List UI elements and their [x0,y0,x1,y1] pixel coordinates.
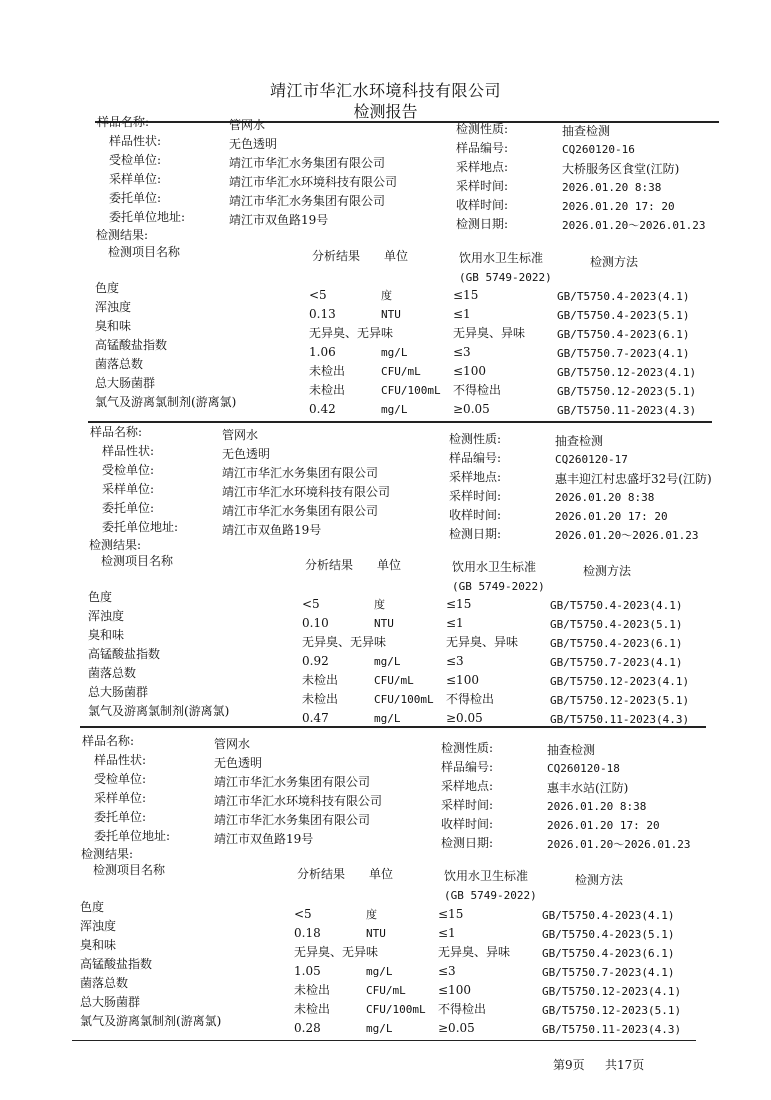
table-row-item: 浑浊度 [80,919,117,933]
table-row-unit: mg/L [366,965,393,978]
label-test-date: 检测日期: [456,217,509,231]
value-test-nature: 抽查检测 [547,743,596,757]
table-row-result: 0.13 [309,307,336,321]
table-row-item: 总大肠菌群 [80,995,141,1009]
value-test-date: 2026.01.20～2026.01.23 [547,838,691,851]
table-row-result: 未检出 [309,383,346,397]
table-row-method: GB/T5750.11-2023(4.3) [550,713,690,726]
table-row-unit: mg/L [374,655,401,668]
table-row-unit: NTU [381,308,401,321]
value-test-date: 2026.01.20～2026.01.23 [555,529,699,542]
value-sampling-site: 惠丰迎江村忠盛圩32号(江防) [555,472,712,486]
value-client-address: 靖江市双鱼路19号 [214,832,314,846]
label-client-unit: 委托单位: [94,810,147,824]
table-row-method: GB/T5750.12-2023(4.1) [542,985,682,998]
label-sampling-site: 采样地点: [456,160,509,174]
value-client-address: 靖江市双鱼路19号 [229,213,329,227]
table-row-standard: ≤3 [438,964,456,978]
table-row-standard: ≤15 [446,597,472,611]
table-row-standard: ≥0.05 [453,402,490,416]
label-test-date: 检测日期: [449,527,502,541]
value-client-unit: 靖江市华汇水务集团有限公司 [229,194,386,208]
value-inspected-unit: 靖江市华汇水务集团有限公司 [222,466,379,480]
col-standard-code: (GB 5749-2022) [452,580,545,593]
value-sample-name: 管网水 [222,428,259,442]
bottom-rule [72,1040,696,1041]
table-row-result: 0.18 [294,926,321,940]
table-row-method: GB/T5750.7-2023(4.1) [557,347,690,360]
value-sample-property: 无色透明 [214,756,263,770]
label-inspected-unit: 受检单位: [109,153,162,167]
table-row-unit: mg/L [381,346,408,359]
value-sample-no: CQ260120-18 [547,762,620,775]
value-client-address: 靖江市双鱼路19号 [222,523,322,537]
table-row-unit: 度 [374,598,385,611]
value-test-nature: 抽查检测 [555,434,604,448]
value-sample-name: 管网水 [229,118,266,132]
table-row-item: 色度 [95,281,120,295]
label-receive-time: 收样时间: [449,508,502,522]
value-client-unit: 靖江市华汇水务集团有限公司 [214,813,371,827]
value-sampling-unit: 靖江市华汇水环境科技有限公司 [222,485,391,499]
label-sample-property: 样品性状: [102,444,155,458]
col-unit-header: 单位 [369,867,394,881]
table-row-result: 1.06 [309,345,336,359]
col-result-header: 分析结果 [312,249,361,263]
report-title: 检测报告 [353,102,418,121]
table-row-unit: mg/L [374,712,401,725]
value-sample-no: CQ260120-17 [555,453,628,466]
table-row-method: GB/T5750.4-2023(4.1) [557,290,690,303]
label-sampling-time: 采样时间: [449,489,502,503]
table-row-standard: 不得检出 [453,383,502,397]
table-row-item: 色度 [80,900,105,914]
label-sampling-time: 采样时间: [456,179,509,193]
table-row-result: 未检出 [294,1002,331,1016]
table-row-item: 总大肠菌群 [95,376,156,390]
table-row-method: GB/T5750.11-2023(4.3) [557,404,697,417]
table-row-unit: 度 [366,908,377,921]
table-row-result: 未检出 [309,364,346,378]
label-sample-property: 样品性状: [94,753,147,767]
table-row-method: GB/T5750.12-2023(5.1) [542,1004,682,1017]
value-sample-no: CQ260120-16 [562,143,635,156]
value-sampling-time: 2026.01.20 8:38 [562,181,662,194]
label-test-date: 检测日期: [441,836,494,850]
label-sample-no: 样品编号: [441,760,494,774]
col-standard-header: 饮用水卫生标准 [444,869,529,883]
table-row-standard: ≤15 [438,907,464,921]
table-row-unit: CFU/100mL [366,1003,426,1016]
company-name: 靖江市华汇水环境科技有限公司 [269,81,501,100]
table-row-method: GB/T5750.12-2023(5.1) [550,694,690,707]
label-sampling-time: 采样时间: [441,798,494,812]
table-row-result: <5 [294,907,312,921]
table-row-standard: 无异臭、异味 [438,945,511,959]
table-row-method: GB/T5750.12-2023(4.1) [557,366,697,379]
table-row-item: 臭和味 [95,319,132,333]
label-sampling-site: 采样地点: [441,779,494,793]
label-sample-name: 样品名称: [90,425,143,439]
table-row-standard: ≤100 [446,673,479,687]
table-row-standard: ≤15 [453,288,479,302]
table-row-unit: CFU/mL [366,984,406,997]
label-results: 检测结果: [89,538,142,552]
label-inspected-unit: 受检单位: [94,772,147,786]
table-row-method: GB/T5750.4-2023(6.1) [550,637,683,650]
table-row-standard: 无异臭、异味 [446,635,519,649]
table-row-standard: ≤3 [453,345,471,359]
table-row-item: 浑浊度 [88,609,125,623]
label-sample-name: 样品名称: [82,734,135,748]
table-row-result: 无异臭、无异味 [302,635,387,649]
table-row-result: 0.10 [302,616,329,630]
table-row-method: GB/T5750.4-2023(6.1) [557,328,690,341]
value-sampling-time: 2026.01.20 8:38 [555,491,655,504]
table-row-unit: CFU/mL [381,365,421,378]
value-receive-time: 2026.01.20 17: 20 [547,819,660,832]
label-receive-time: 收样时间: [441,817,494,831]
table-row-standard: ≤1 [446,616,464,630]
table-row-result: 0.28 [294,1021,321,1035]
label-test-nature: 检测性质: [441,741,494,755]
table-row-unit: CFU/mL [374,674,414,687]
table-row-result: 0.47 [302,711,329,725]
table-row-standard: ≥0.05 [446,711,483,725]
table-row-method: GB/T5750.4-2023(5.1) [550,618,683,631]
table-row-result: <5 [309,288,327,302]
col-item-header: 检测项目名称 [93,863,166,877]
table-row-result: <5 [302,597,320,611]
col-standard-header: 饮用水卫生标准 [452,560,537,574]
value-client-unit: 靖江市华汇水务集团有限公司 [222,504,379,518]
table-row-method: GB/T5750.7-2023(4.1) [550,656,683,669]
table-row-item: 高锰酸盐指数 [88,647,161,661]
table-row-item: 菌落总数 [80,976,129,990]
col-result-header: 分析结果 [297,867,346,881]
table-row-result: 未检出 [294,983,331,997]
table-row-result: 未检出 [302,692,339,706]
table-row-method: GB/T5750.11-2023(4.3) [542,1023,682,1036]
table-row-item: 高锰酸盐指数 [95,338,168,352]
table-row-item: 臭和味 [88,628,125,642]
table-row-unit: mg/L [381,403,408,416]
col-unit-header: 单位 [377,558,402,572]
table-row-item: 臭和味 [80,938,117,952]
label-sample-property: 样品性状: [109,134,162,148]
table-row-result: 未检出 [302,673,339,687]
table-row-method: GB/T5750.7-2023(4.1) [542,966,675,979]
value-sampling-site: 惠丰水站(江防) [547,781,629,795]
table-row-method: GB/T5750.12-2023(5.1) [557,385,697,398]
table-row-item: 菌落总数 [88,666,137,680]
table-row-unit: CFU/100mL [374,693,434,706]
table-row-item: 氯气及游离氯制剂(游离氯) [80,1014,222,1028]
table-row-standard: ≤3 [446,654,464,668]
value-sample-property: 无色透明 [229,137,278,151]
label-sampling-unit: 采样单位: [102,482,155,496]
label-sample-no: 样品编号: [456,141,509,155]
col-item-header: 检测项目名称 [101,554,174,568]
label-inspected-unit: 受检单位: [102,463,155,477]
label-receive-time: 收样时间: [456,198,509,212]
label-sample-name: 样品名称: [97,115,150,129]
table-row-item: 浑浊度 [95,300,132,314]
table-row-result: 0.42 [309,402,336,416]
table-row-standard: ≤1 [438,926,456,940]
header-rule [95,121,719,123]
col-standard-code: (GB 5749-2022) [459,271,552,284]
block-divider-1 [88,421,712,423]
label-sample-no: 样品编号: [449,451,502,465]
col-method-header: 检测方法 [575,873,624,887]
table-row-item: 氯气及游离氯制剂(游离氯) [95,395,237,409]
value-sample-name: 管网水 [214,737,251,751]
table-row-standard: 不得检出 [446,692,495,706]
total-pages: 共17页 [605,1058,645,1072]
col-standard-header: 饮用水卫生标准 [459,251,544,265]
table-row-standard: 无异臭、异味 [453,326,526,340]
table-row-method: GB/T5750.4-2023(6.1) [542,947,675,960]
table-row-method: GB/T5750.4-2023(4.1) [542,909,675,922]
label-sampling-site: 采样地点: [449,470,502,484]
value-receive-time: 2026.01.20 17: 20 [555,510,668,523]
table-row-method: GB/T5750.4-2023(5.1) [542,928,675,941]
table-row-result: 无异臭、无异味 [309,326,394,340]
label-test-nature: 检测性质: [449,432,502,446]
label-client-address: 委托单位地址: [109,210,186,224]
value-test-date: 2026.01.20～2026.01.23 [562,219,706,232]
label-client-unit: 委托单位: [102,501,155,515]
table-row-item: 色度 [88,590,113,604]
table-row-item: 菌落总数 [95,357,144,371]
label-client-unit: 委托单位: [109,191,162,205]
label-results: 检测结果: [96,228,149,242]
table-row-result: 0.92 [302,654,329,668]
label-test-nature: 检测性质: [456,122,509,136]
value-sampling-unit: 靖江市华汇水环境科技有限公司 [229,175,398,189]
label-sampling-unit: 采样单位: [109,172,162,186]
table-row-item: 总大肠菌群 [88,685,149,699]
value-sampling-site: 大桥服务区食堂(江防) [562,162,680,176]
table-row-method: GB/T5750.4-2023(4.1) [550,599,683,612]
value-inspected-unit: 靖江市华汇水务集团有限公司 [214,775,371,789]
table-row-result: 无异臭、无异味 [294,945,379,959]
table-row-unit: mg/L [366,1022,393,1035]
table-row-method: GB/T5750.12-2023(4.1) [550,675,690,688]
table-row-unit: NTU [366,927,386,940]
table-row-item: 高锰酸盐指数 [80,957,153,971]
table-row-standard: ≤100 [453,364,486,378]
col-result-header: 分析结果 [305,558,354,572]
label-sampling-unit: 采样单位: [94,791,147,805]
value-sampling-unit: 靖江市华汇水环境科技有限公司 [214,794,383,808]
table-row-standard: 不得检出 [438,1002,487,1016]
table-row-standard: ≤100 [438,983,471,997]
col-standard-code: (GB 5749-2022) [444,889,537,902]
page-number: 第9页 [553,1058,585,1072]
label-client-address: 委托单位地址: [94,829,171,843]
table-row-unit: NTU [374,617,394,630]
table-row-standard: ≥0.05 [438,1021,475,1035]
value-receive-time: 2026.01.20 17: 20 [562,200,675,213]
table-row-standard: ≤1 [453,307,471,321]
table-row-result: 1.05 [294,964,321,978]
value-test-nature: 抽查检测 [562,124,611,138]
table-row-item: 氯气及游离氯制剂(游离氯) [88,704,230,718]
col-method-header: 检测方法 [590,255,639,269]
value-sample-property: 无色透明 [222,447,271,461]
col-method-header: 检测方法 [583,564,632,578]
table-row-unit: 度 [381,289,392,302]
table-row-unit: CFU/100mL [381,384,441,397]
value-inspected-unit: 靖江市华汇水务集团有限公司 [229,156,386,170]
label-client-address: 委托单位地址: [102,520,179,534]
col-unit-header: 单位 [384,249,409,263]
value-sampling-time: 2026.01.20 8:38 [547,800,647,813]
table-row-method: GB/T5750.4-2023(5.1) [557,309,690,322]
label-results: 检测结果: [81,847,134,861]
col-item-header: 检测项目名称 [108,245,181,259]
